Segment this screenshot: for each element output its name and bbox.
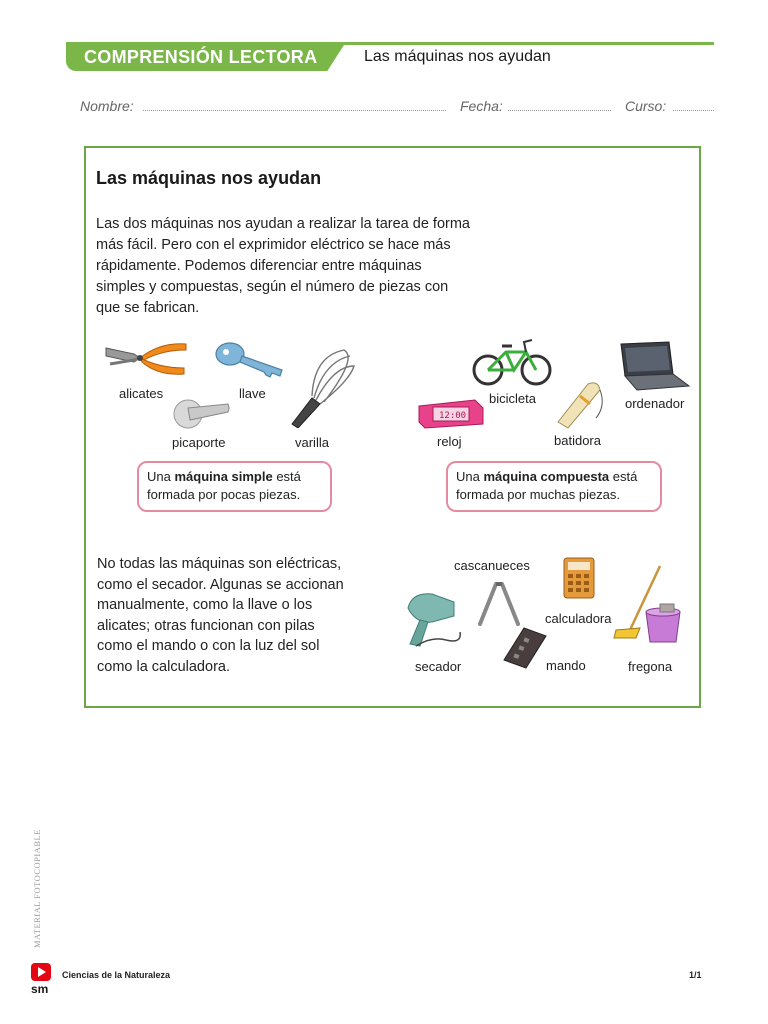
second-line: como la calculadora. — [97, 658, 230, 675]
section-label: COMPRENSIÓN LECTORA — [84, 47, 318, 67]
calculator-illustration — [562, 556, 596, 600]
nutcracker-illustration — [474, 580, 524, 630]
second-line: como el secador. Algunas se accionan — [97, 576, 344, 593]
intro-line: más fácil. Pero con el exprimidor eléctrico se hace más — [96, 237, 451, 253]
label-mando: mando — [546, 658, 586, 673]
sm-logo-text: sm — [31, 982, 49, 996]
page-number: 1/1 — [689, 970, 702, 980]
worksheet-title: Las máquinas nos ayudan — [364, 48, 551, 65]
subject-name: Ciencias de la Naturaleza — [62, 970, 171, 980]
second-line: alicates; otras funcionan con pilas — [97, 617, 315, 634]
mop-bucket-illustration — [610, 564, 686, 650]
nombre-field[interactable] — [143, 110, 446, 111]
second-paragraph — [97, 554, 387, 677]
header-rule — [66, 42, 714, 45]
label-varilla: varilla — [295, 435, 329, 450]
label-ordenador: ordenador — [625, 396, 685, 411]
curso-label: Curso: — [625, 98, 667, 114]
intro-line: que se fabrican. — [96, 300, 200, 316]
curso-field[interactable] — [673, 110, 714, 111]
nombre-label: Nombre: — [80, 98, 134, 114]
laptop-illustration — [617, 340, 691, 392]
intro-line: simples y compuestas, según el número de piezas con — [96, 279, 449, 295]
hand-mixer-illustration — [550, 376, 606, 430]
label-secador: secador — [415, 659, 462, 674]
svg-text:12:00: 12:00 — [439, 411, 467, 421]
key-illustration — [214, 340, 286, 380]
intro-line: Las dos máquinas nos ayudan a realizar la tarea de forma — [96, 216, 470, 232]
hair-dryer-illustration — [402, 588, 466, 652]
second-line: No todas las máquinas son eléctricas, — [97, 556, 342, 572]
whisk-illustration — [284, 346, 360, 428]
label-calculadora: calculadora — [545, 611, 612, 626]
compound-machine-callout: Una máquina compuesta está formada por muchas piezas. — [446, 461, 662, 512]
callout-term: máquina simple — [174, 469, 273, 484]
label-alicates: alicates — [119, 386, 164, 401]
pliers-illustration — [100, 334, 190, 378]
label-cascanueces: cascanueces — [454, 558, 530, 573]
label-fregona: fregona — [628, 659, 673, 674]
intro-line: rápidamente. Podemos diferenciar entre máquinas — [96, 258, 422, 274]
remote-control-illustration — [502, 626, 548, 670]
fecha-field[interactable] — [508, 110, 611, 111]
door-handle-illustration — [172, 394, 232, 430]
bicycle-illustration — [470, 334, 554, 388]
label-reloj: reloj — [437, 434, 462, 449]
label-picaporte: picaporte — [172, 435, 226, 450]
simple-machine-callout: Una máquina simple está formada por pocas piezas. — [137, 461, 332, 512]
photocopiable-notice: MATERIAL FOTOCOPIABLE — [32, 829, 42, 948]
alarm-clock-illustration — [415, 396, 487, 430]
fecha-label: Fecha: — [460, 98, 503, 114]
reading-title: Las máquinas nos ayudan — [96, 168, 322, 188]
second-line: manualmente, como la llave o los — [97, 597, 313, 613]
label-bicicleta: bicicleta — [489, 391, 536, 406]
label-llave: llave — [239, 386, 266, 401]
sm-logo-icon — [30, 962, 52, 982]
label-batidora: batidora — [554, 433, 601, 448]
callout-term: máquina compuesta — [483, 469, 610, 484]
second-line: como el mando o con la luz del sol — [97, 638, 320, 654]
intro-paragraph — [96, 214, 496, 319]
